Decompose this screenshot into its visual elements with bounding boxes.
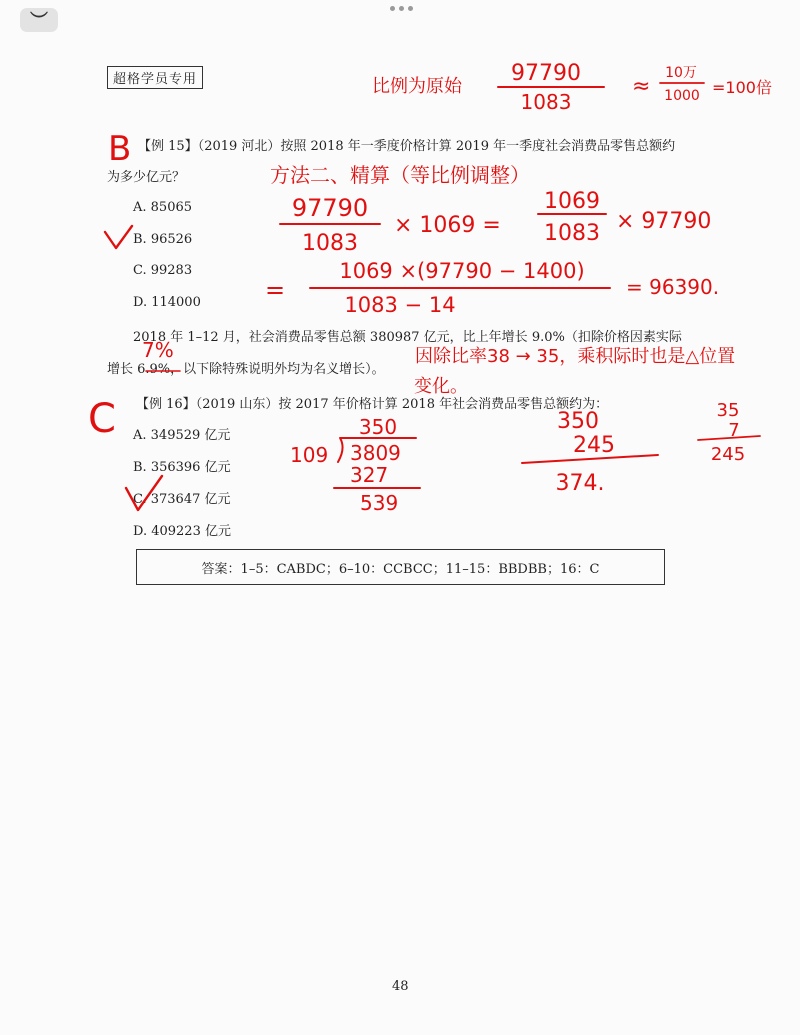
example-16-option-c: C. 373647 亿元 — [133, 492, 231, 507]
example-16-text: 按 2017 年价格计算 2018 年社会消费品零售总额约为： — [278, 397, 609, 412]
example-15-stem: 按照 2018 年一季度价格计算 2019 年一季度社会消费品零售总额约 — [280, 139, 676, 154]
example-15-stem-line2: 为多少亿元？ — [107, 170, 186, 185]
chevron-down-icon: ︶ — [30, 11, 48, 32]
example-15-source: （2019 河北） — [197, 139, 281, 154]
hw-div-dividend: 3809 — [350, 441, 401, 465]
hw-eq2-den: 1083 − 14 — [344, 293, 456, 317]
hw-div-rem: 539 — [360, 491, 399, 515]
example-15-option-d: D. 114000 — [133, 295, 201, 310]
hw-eq2-num: 1069 ×(97790 − 1400) — [339, 259, 585, 283]
hw-div-quotient: 350 — [358, 415, 398, 439]
hw-reason2: 变化。 — [414, 376, 468, 397]
hw-mul-res: 245 — [710, 444, 746, 465]
hw-sum-mid: 245 — [573, 433, 615, 458]
example-15-stem-line1 — [138, 135, 675, 154]
material-line2: 增长 6.9%，以下除特殊说明外均为名义增长）。 — [107, 362, 385, 377]
hw-eq1-left-num: 97790 — [291, 194, 369, 222]
example-15-option-c: C. 99283 — [133, 263, 193, 278]
hw-answer-16: C — [88, 396, 116, 442]
example-16-prefix: 【例 16】 — [136, 397, 196, 412]
hw-sum-res: 374. — [555, 471, 605, 496]
hw-reason: 因除比率38 → 35，乘积际时也是△位置 — [415, 346, 736, 367]
material-line1: 2018 年 1–12 月，社会消费品零售总额 380987 亿元，比上年增长 9.0%（扣除价格因素实际 — [133, 330, 682, 345]
answer-key-text: 答案：1–5：CABDC；6–10：CCBCC；11–15：BBDBB；16：C — [201, 561, 600, 577]
example-16-source: （2019 山东） — [195, 397, 279, 412]
example-16-option-b: B. 356396 亿元 — [133, 460, 231, 475]
page-number: 48 — [392, 979, 409, 994]
hw-header-num: 97790 — [511, 61, 581, 86]
answer-key-box — [136, 549, 665, 585]
example-15-option-b: B. 96526 — [133, 232, 193, 247]
example-16-option-d: D. 409223 亿元 — [133, 524, 231, 539]
hw-approx: ≈ — [632, 74, 651, 99]
hw-mul-top: 35 — [716, 400, 740, 421]
hw-header-note: 比例为原始 — [372, 76, 462, 97]
hw-header-num2: 10万 — [665, 65, 697, 81]
hw-mul-mid: 7 — [728, 420, 740, 441]
hw-answer-15: B — [108, 129, 132, 169]
header-tag: 超格学员专用 — [107, 66, 203, 89]
hw-header-den2: 1000 — [664, 88, 700, 104]
example-15-prefix: 【例 15】 — [138, 139, 198, 154]
hw-eq1-times2: × 97790 — [616, 209, 712, 234]
hw-eq2-result: = 96390. — [626, 275, 720, 299]
hw-eq1-left-den: 1083 — [302, 231, 358, 256]
example-15-option-a: A. 85065 — [133, 200, 193, 215]
hw-eq1-right-den: 1083 — [544, 221, 600, 246]
hw-header-result: =100倍 — [712, 78, 772, 97]
hw-eq1-times: × 1069 = — [394, 213, 501, 238]
hw-eq1-right-num: 1069 — [544, 189, 600, 214]
example-16-stem — [136, 393, 608, 412]
hw-header-den: 1083 — [520, 90, 572, 114]
example-16-option-a: A. 349529 亿元 — [133, 428, 231, 443]
hw-div-divisor: 109 — [290, 443, 329, 467]
hw-pct-note: 7% — [142, 338, 174, 362]
hw-div-sub: 327 — [350, 463, 389, 487]
hw-method: 方法二、精算（等比例调整） — [270, 163, 530, 187]
hw-eq2-eq: = — [265, 276, 286, 304]
hw-sum-top: 350 — [557, 409, 599, 434]
